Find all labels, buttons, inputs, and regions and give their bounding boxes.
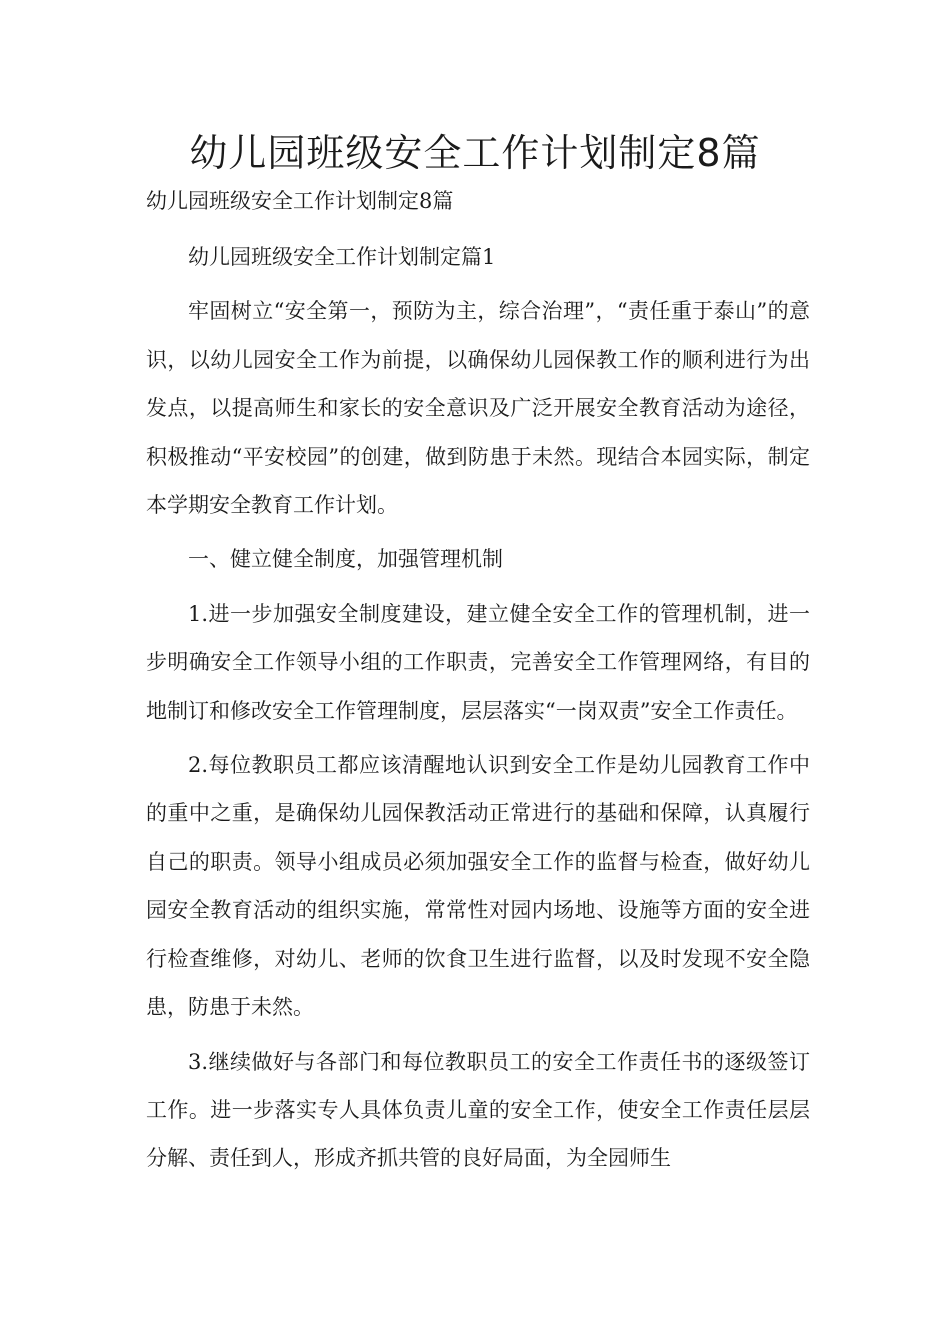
paragraph-item-2: 2.每位教职员工都应该清醒地认识到安全工作是幼儿园教育工作中的重中之重，是确保幼儿园保教活动正常进行的基础和保障，认真履行自己的职责。领导小组成员必须加强安全工作的监督与检查，做好幼儿园安全教育活动的组织实施，常常性对园内场地、设施等方面的安全进行检查维修，对幼儿、老师的饮食卫生进行监督，以及时发现不安全隐患，防患于未然。 (146, 753, 810, 1020)
document-subtitle: 幼儿园班级安全工作计划制定8篇 (146, 189, 454, 213)
document-title: 幼儿园班级安全工作计划制定8篇 (189, 131, 761, 175)
paragraph-item-1: 1.进一步加强安全制度建设，建立健全安全工作的管理机制，进一步明确安全工作领导小组的工作职责，完善安全工作管理网络，有目的地制订和修改安全工作管理制度，层层落实“一岗双责”安全工作责任。 (146, 601, 810, 723)
paragraph-intro: 牢固树立“安全第一，预防为主，综合治理”，“责任重于泰山”的意识，以幼儿园安全工作为前提，以确保幼儿园保教工作的顺利进行为出发点，以提高师生和家长的安全意识及广泛开展安全教育活动为途径，积极推动“平安校园”的创建，做到防患于未然。现结合本园实际，制定本学期安全教育工作计划。 (146, 299, 810, 518)
section-heading-system: 一、健立健全制度，加强管理机制 (188, 547, 503, 572)
document-body (146, 233, 810, 1189)
section-heading-plan-1: 幼儿园班级安全工作计划制定篇1 (188, 245, 496, 269)
paragraph-item-3: 3.继续做好与各部门和每位教职员工的安全工作责任书的逐级签订工作。进一步落实专人具体负责儿童的安全工作，使安全工作责任层层分解、责任到人，形成齐抓共管的良好局面，为全园师生 (146, 1049, 810, 1171)
